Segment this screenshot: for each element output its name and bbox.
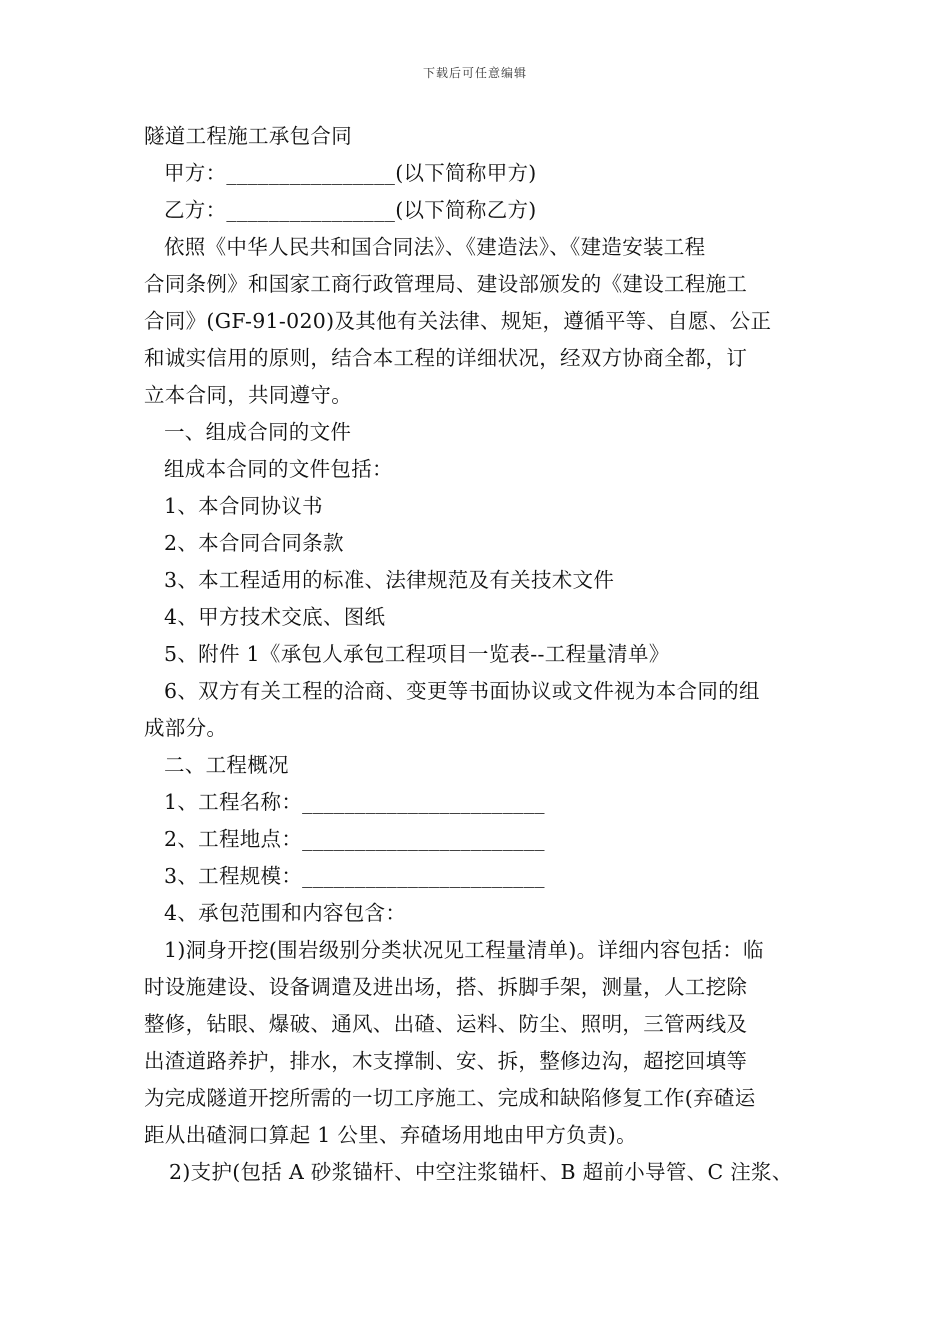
project-name-field: 1、工程名称：_______________________ — [164, 790, 545, 814]
excavation-line: 时设施建设、设备调遣及进出场，搭、拆脚手架，测量，人工挖除 — [144, 975, 748, 999]
list-item: 1、本合同协议书 — [164, 494, 323, 518]
preamble-line: 依照《中华人民共和国合同法》、《建造法》、《建造安装工程 — [164, 235, 706, 259]
contract-title: 隧道工程施工承包合同 — [144, 124, 352, 148]
excavation-line: 1)洞身开挖(围岩级别分类状况见工程量清单)。详细内容包括：临 — [164, 938, 764, 962]
excavation-line: 出渣道路养护，排水，木支撑制、安、拆，整修边沟，超挖回填等 — [144, 1049, 748, 1073]
party-a-line: 甲方：________________(以下简称甲方) — [164, 161, 537, 185]
preamble-line: 合同条例》和国家工商行政管理局、建设部颁发的《建设工程施工 — [144, 272, 748, 296]
support-line: 2)支护(包括 A 砂浆锚杆、中空注浆锚杆、B 超前小导管、C 注浆、 — [169, 1160, 793, 1184]
list-item: 4、甲方技术交底、图纸 — [164, 605, 386, 629]
excavation-line: 为完成隧道开挖所需的一切工序施工、完成和缺陷修复工作(弃碴运 — [144, 1086, 756, 1110]
preamble-line: 和诚实信用的原则，结合本工程的详细状况，经双方协商全都，订 — [144, 346, 748, 370]
list-item: 5、附件 1《承包人承包工程项目一览表--工程量清单》 — [164, 642, 670, 666]
section-heading: 二、工程概况 — [164, 753, 289, 777]
section-heading: 一、组成合同的文件 — [164, 420, 352, 444]
project-location-field: 2、工程地点：_______________________ — [164, 827, 545, 851]
project-scale-field: 3、工程规模：_______________________ — [164, 864, 545, 888]
list-item-continuation: 成部分。 — [144, 716, 228, 740]
contract-body — [144, 118, 810, 1191]
excavation-line: 整修，钻眼、爆破、通风、出碴、运料、防尘、照明，三管两线及 — [144, 1012, 748, 1036]
list-item: 2、本合同合同条款 — [164, 531, 344, 555]
page-header: 下载后可任意编辑 — [422, 66, 527, 80]
list-item: 6、双方有关工程的洽商、变更等书面协议或文件视为本合同的组 — [164, 679, 760, 703]
scope-heading: 4、承包范围和内容包含： — [164, 901, 407, 925]
party-b-line: 乙方：________________(以下简称乙方) — [164, 198, 537, 222]
excavation-line: 距从出碴洞口算起 1 公里、弃碴场用地由甲方负责)。 — [144, 1123, 637, 1147]
preamble-line: 立本合同，共同遵守。 — [144, 383, 352, 407]
section-intro: 组成本合同的文件包括： — [164, 457, 393, 481]
preamble-line: 合同》(GF-91-020)及其他有关法律、规矩，遵循平等、自愿、公正 — [144, 309, 772, 333]
list-item: 3、本工程适用的标准、法律规范及有关技术文件 — [164, 568, 615, 592]
